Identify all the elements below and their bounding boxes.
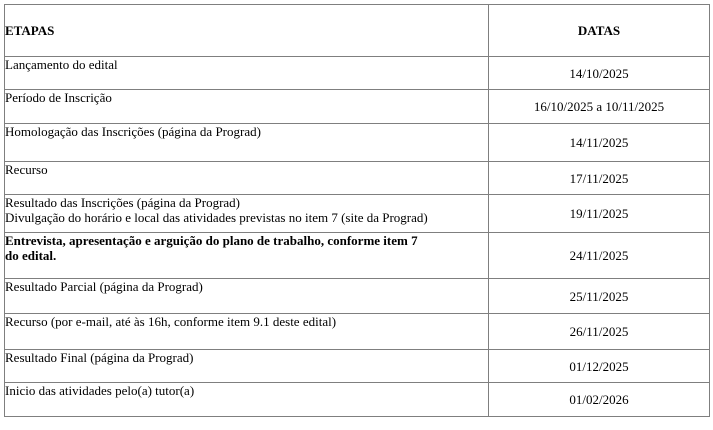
etapa-cell [5, 57, 489, 90]
etapa-text-line-2: do edital. [5, 248, 57, 263]
etapa-cell [5, 383, 489, 417]
table-row [5, 195, 710, 233]
date-cell: 01/02/2026 [489, 383, 710, 417]
table-row [5, 162, 710, 195]
date-cell: 25/11/2025 [489, 279, 710, 314]
table-row [5, 90, 710, 124]
etapa-cell [5, 350, 489, 383]
etapa-text-line-1: Entrevista, apresentação e arguição do plano de trabalho, conforme item 7 [5, 233, 418, 248]
etapa-text: Período de Inscrição [5, 90, 112, 105]
date-cell: 01/12/2025 [489, 350, 710, 383]
date-cell: 14/11/2025 [489, 124, 710, 162]
etapa-cell [5, 195, 489, 233]
etapa-text-line-1: Resultado das Inscrições (página da Prograd) [5, 195, 241, 210]
table-row [5, 350, 710, 383]
etapa-text: Lançamento do edital [5, 57, 118, 72]
etapa-text: Recurso [5, 162, 48, 177]
etapa-cell [5, 90, 489, 124]
table-row [5, 279, 710, 314]
date-cell: 24/11/2025 [489, 233, 710, 279]
date-cell: 16/10/2025 a 10/11/2025 [489, 90, 710, 124]
etapa-cell [5, 314, 489, 350]
etapa-text: Homologação das Inscrições (página da Prograd) [5, 124, 261, 139]
etapa-text: Inicio das atividades pelo(a) tutor(a) [5, 383, 195, 398]
table-row [5, 124, 710, 162]
table-row [5, 383, 710, 417]
header-etapas: ETAPAS [5, 5, 489, 57]
etapa-cell [5, 124, 489, 162]
etapa-text-line-2: Divulgação do horário e local das atividades previstas no item 7 (site da Prograd) [5, 210, 428, 225]
schedule-table [4, 4, 710, 417]
date-cell: 14/10/2025 [489, 57, 710, 90]
header-row [5, 5, 710, 57]
table-row [5, 314, 710, 350]
date-cell: 17/11/2025 [489, 162, 710, 195]
table-row [5, 57, 710, 90]
table-row-highlight [5, 233, 710, 279]
etapa-cell [5, 162, 489, 195]
etapa-text: Recurso (por e-mail, até às 16h, conforme item 9.1 deste edital) [5, 314, 337, 329]
etapa-text: Resultado Parcial (página da Prograd) [5, 279, 203, 294]
etapa-cell [5, 233, 489, 279]
date-cell: 26/11/2025 [489, 314, 710, 350]
etapa-text: Resultado Final (página da Prograd) [5, 350, 194, 365]
header-datas: DATAS [489, 5, 710, 57]
etapa-cell [5, 279, 489, 314]
date-cell: 19/11/2025 [489, 195, 710, 233]
